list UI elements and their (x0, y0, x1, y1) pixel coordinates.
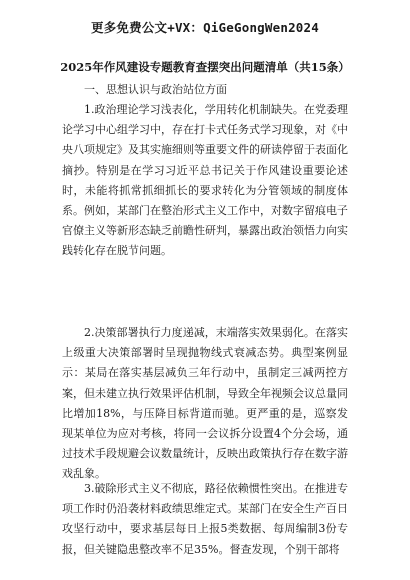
watermark-header: 更多免费公文+VX：QiGeGongWen2024 (91, 20, 319, 35)
paragraph-1: 1.政治理论学习浅表化，学用转化机制缺失。在党委理论学习中心组学习中，存在打卡式任务式学习现象，对《中央八项规定》及其实施细则等重要文件的研读停留于表面化摘抄。特别是在学习习近平总书记关于作风建设重要论述时，未能将抓常抓细抓长的要求转化为分管领域的制度体系。例如，某部门在整治形式主义工作中，对数字留痕电子官僚主义等新形态缺乏前瞻性研判，暴露出政治领悟力向实践转化存在脱节问题。 (62, 103, 348, 258)
paragraph-2: 2.决策部署执行力度递减，末端落实效果弱化。在落实上级重大决策部署时呈现抛物线式衰减态势。典型案例显示：某局在落实基层减负三年行动中，虽制定三减两控方案，但未建立执行效果评估机制，导致全年视频会议总量同比增加18%，与压降目标背道而驰。更严重的是，巡察发现某单位为应对考核，将同一会议拆分设置4个分会场，通过技术手段规避会议数量统计，反映出政策执行存在数字游戏乱象。 (62, 326, 348, 481)
document-title: 2025年作风建设专题教育查摆突出问题清单（共15条） (60, 60, 350, 74)
section-heading: 一、思想认识与政治站位方面 (84, 83, 227, 96)
paragraph-3: 3.破除形式主义不彻底，路径依赖惯性突出。在推进专项工作时仍沿袭材料政绩思维定式。某部门在安全生产百日攻坚行动中，要求基层每日上报5类数据、每周编制3份专报，但关键隐患整改率不足35%。督查发现，个别干部将 (62, 482, 348, 556)
